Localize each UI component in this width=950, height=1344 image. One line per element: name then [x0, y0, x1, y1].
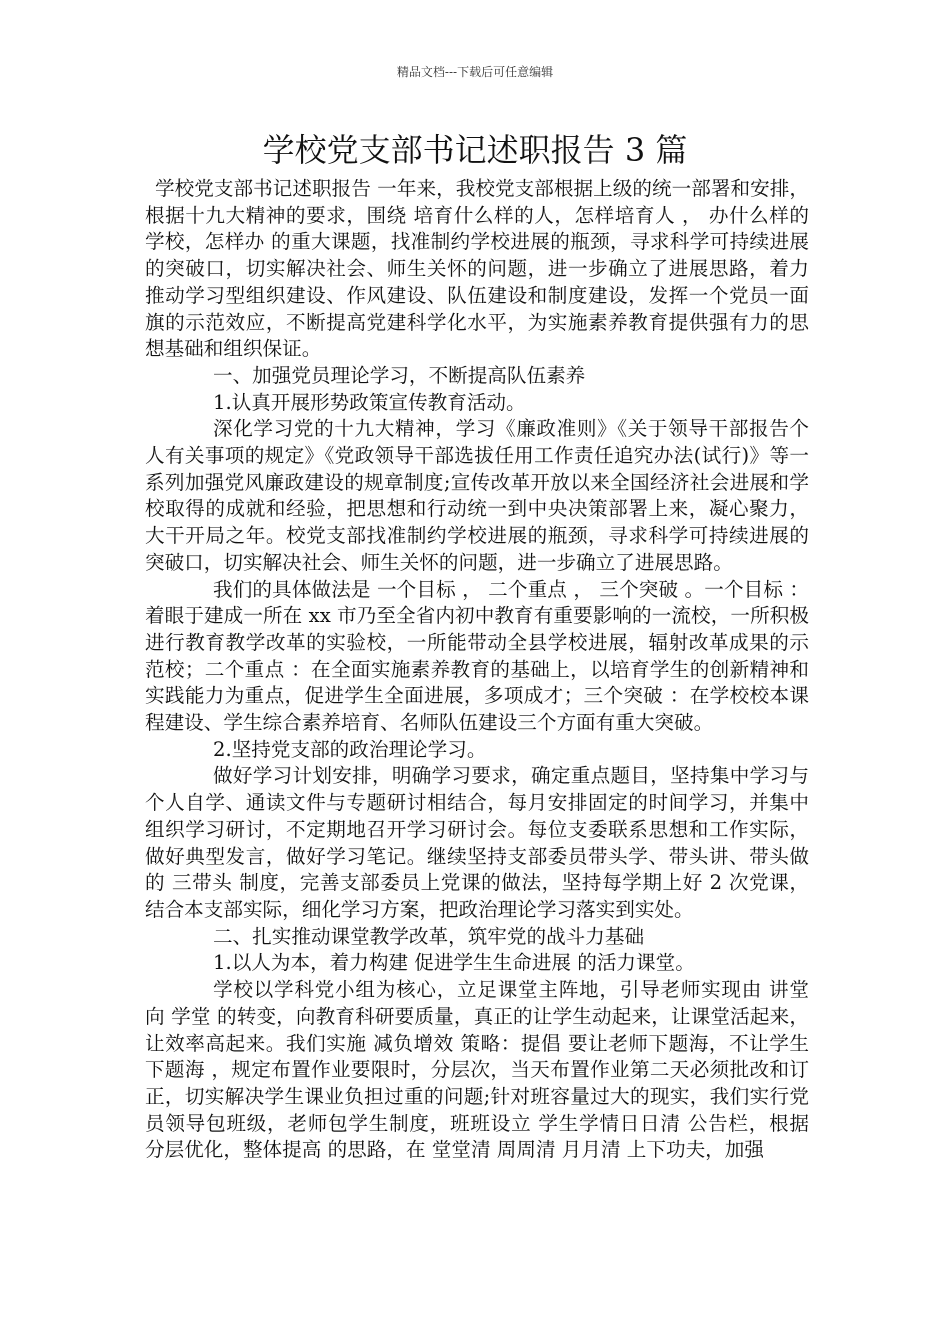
document-body — [145, 176, 809, 1164]
section-heading-1: 一、加强党员理论学习，不断提高队伍素养 — [213, 363, 586, 387]
body-paragraph: 学校以学科党小组为核心，立足课堂主阵地，引导老师实现由 讲堂 向 学堂 的转变，向教育科研要质量，真正的让学生动起来，让课堂活起来，让效率高起来。我们实施 减负增效 策略：提倡 要让老师下题海，不让学生下题海 ，规定布置作业要限时，分层次，当天布置作业第二天必须批改和订正，切实解决学生课业负担过重的问题;针对班容量过大的现实，我们实行党员领导包班级，老师包学生制度，班班设立 学生学情日日清 公告栏，根据 分层优化，整体提高 的思路，在 堂堂清 周周清 月月清 上下功夫，加强 — [145, 978, 809, 1162]
body-paragraph: 我们的具体做法是 一个目标 ， 二个重点 ， 三个突破 。一个目标 ：着眼于建成一所在 xx 市乃至全省内初中教育有重要影响的一流校，一所积极进行教育教学改革的实验校，一所能带动全县学校进展，辐射改革成果的示范校；二个重点 ：在全面实施素养教育的基础上，以培育学生的创新精神和实践能力为重点，促进学生全面进展，多项成才；三个突破 ：在学校校本课程建设、学生综合素养培育、名师队伍建设三个方面有重大突破。 — [145, 577, 809, 735]
page-header: 精品文档---下载后可任意编辑 — [396, 65, 554, 79]
document-title: 学校党支部书记述职报告 3 篇 — [262, 131, 688, 169]
intro-paragraph: 学校党支部书记述职报告 一年来，我校党支部根据上级的统一部署和安排，根据十九大精神的要求，围绕 培育什么样的人，怎样培育人 ， 办什么样的学校，怎样办 的重大课题，找准制约学校进展的瓶颈，寻求科学可持续进展的突破口，切实解决社会、师生关怀的问题，进一步确立了进展思路，着力推动学习型组织建设、作风建设、队伍建设和制度建设，发挥一个党员一面旗的示范效应，不断提高党建科学化水平，为实施素养教育提供强有力的思想基础和组织保证。 — [145, 177, 809, 361]
subsection-heading-1-2: 2.坚持党支部的政治理论学习。 — [213, 737, 487, 761]
subsection-heading-1-1: 1.认真开展形势政策宣传教育活动。 — [213, 390, 526, 414]
subsection-heading-2-1: 1.以人为本，着力构建 促进学生生命进展 的活力课堂。 — [213, 951, 695, 975]
body-paragraph: 做好学习计划安排，明确学习要求，确定重点题目，坚持集中学习与个人自学、通读文件与专题研讨相结合，每月安排固定的时间学习，并集中组织学习研讨，不定期地召开学习研讨会。每位支委联系思想和工作实际，做好典型发言，做好学习笔记。继续坚持支部委员带头学、带头讲、带头做的 三带头 制度，完善支部委员上党课的做法，坚持每学期上好 2 次党课，结合本支部实际，细化学习方案，把政治理论学习落实到实处。 — [145, 764, 809, 921]
body-paragraph: 深化学习党的十九大精神，学习《廉政准则》《关于领导干部报告个人有关事项的规定》《党政领导干部选拔任用工作责任追究办法(试行)》等一系列加强党风廉政建设的规章制度;宣传改革开放以来全国经济社会进展和学校取得的成就和经验，把思想和行动统一到中央决策部署上来，凝心聚力，大干开局之年。校党支部找准制约学校进展的瓶颈，寻求科学可持续进展的突破口，切实解决社会、师生关怀的问题，进一步确立了进展思路。 — [145, 417, 809, 574]
section-heading-2: 二、扎实推动课堂教学改革，筑牢党的战斗力基础 — [213, 924, 645, 948]
